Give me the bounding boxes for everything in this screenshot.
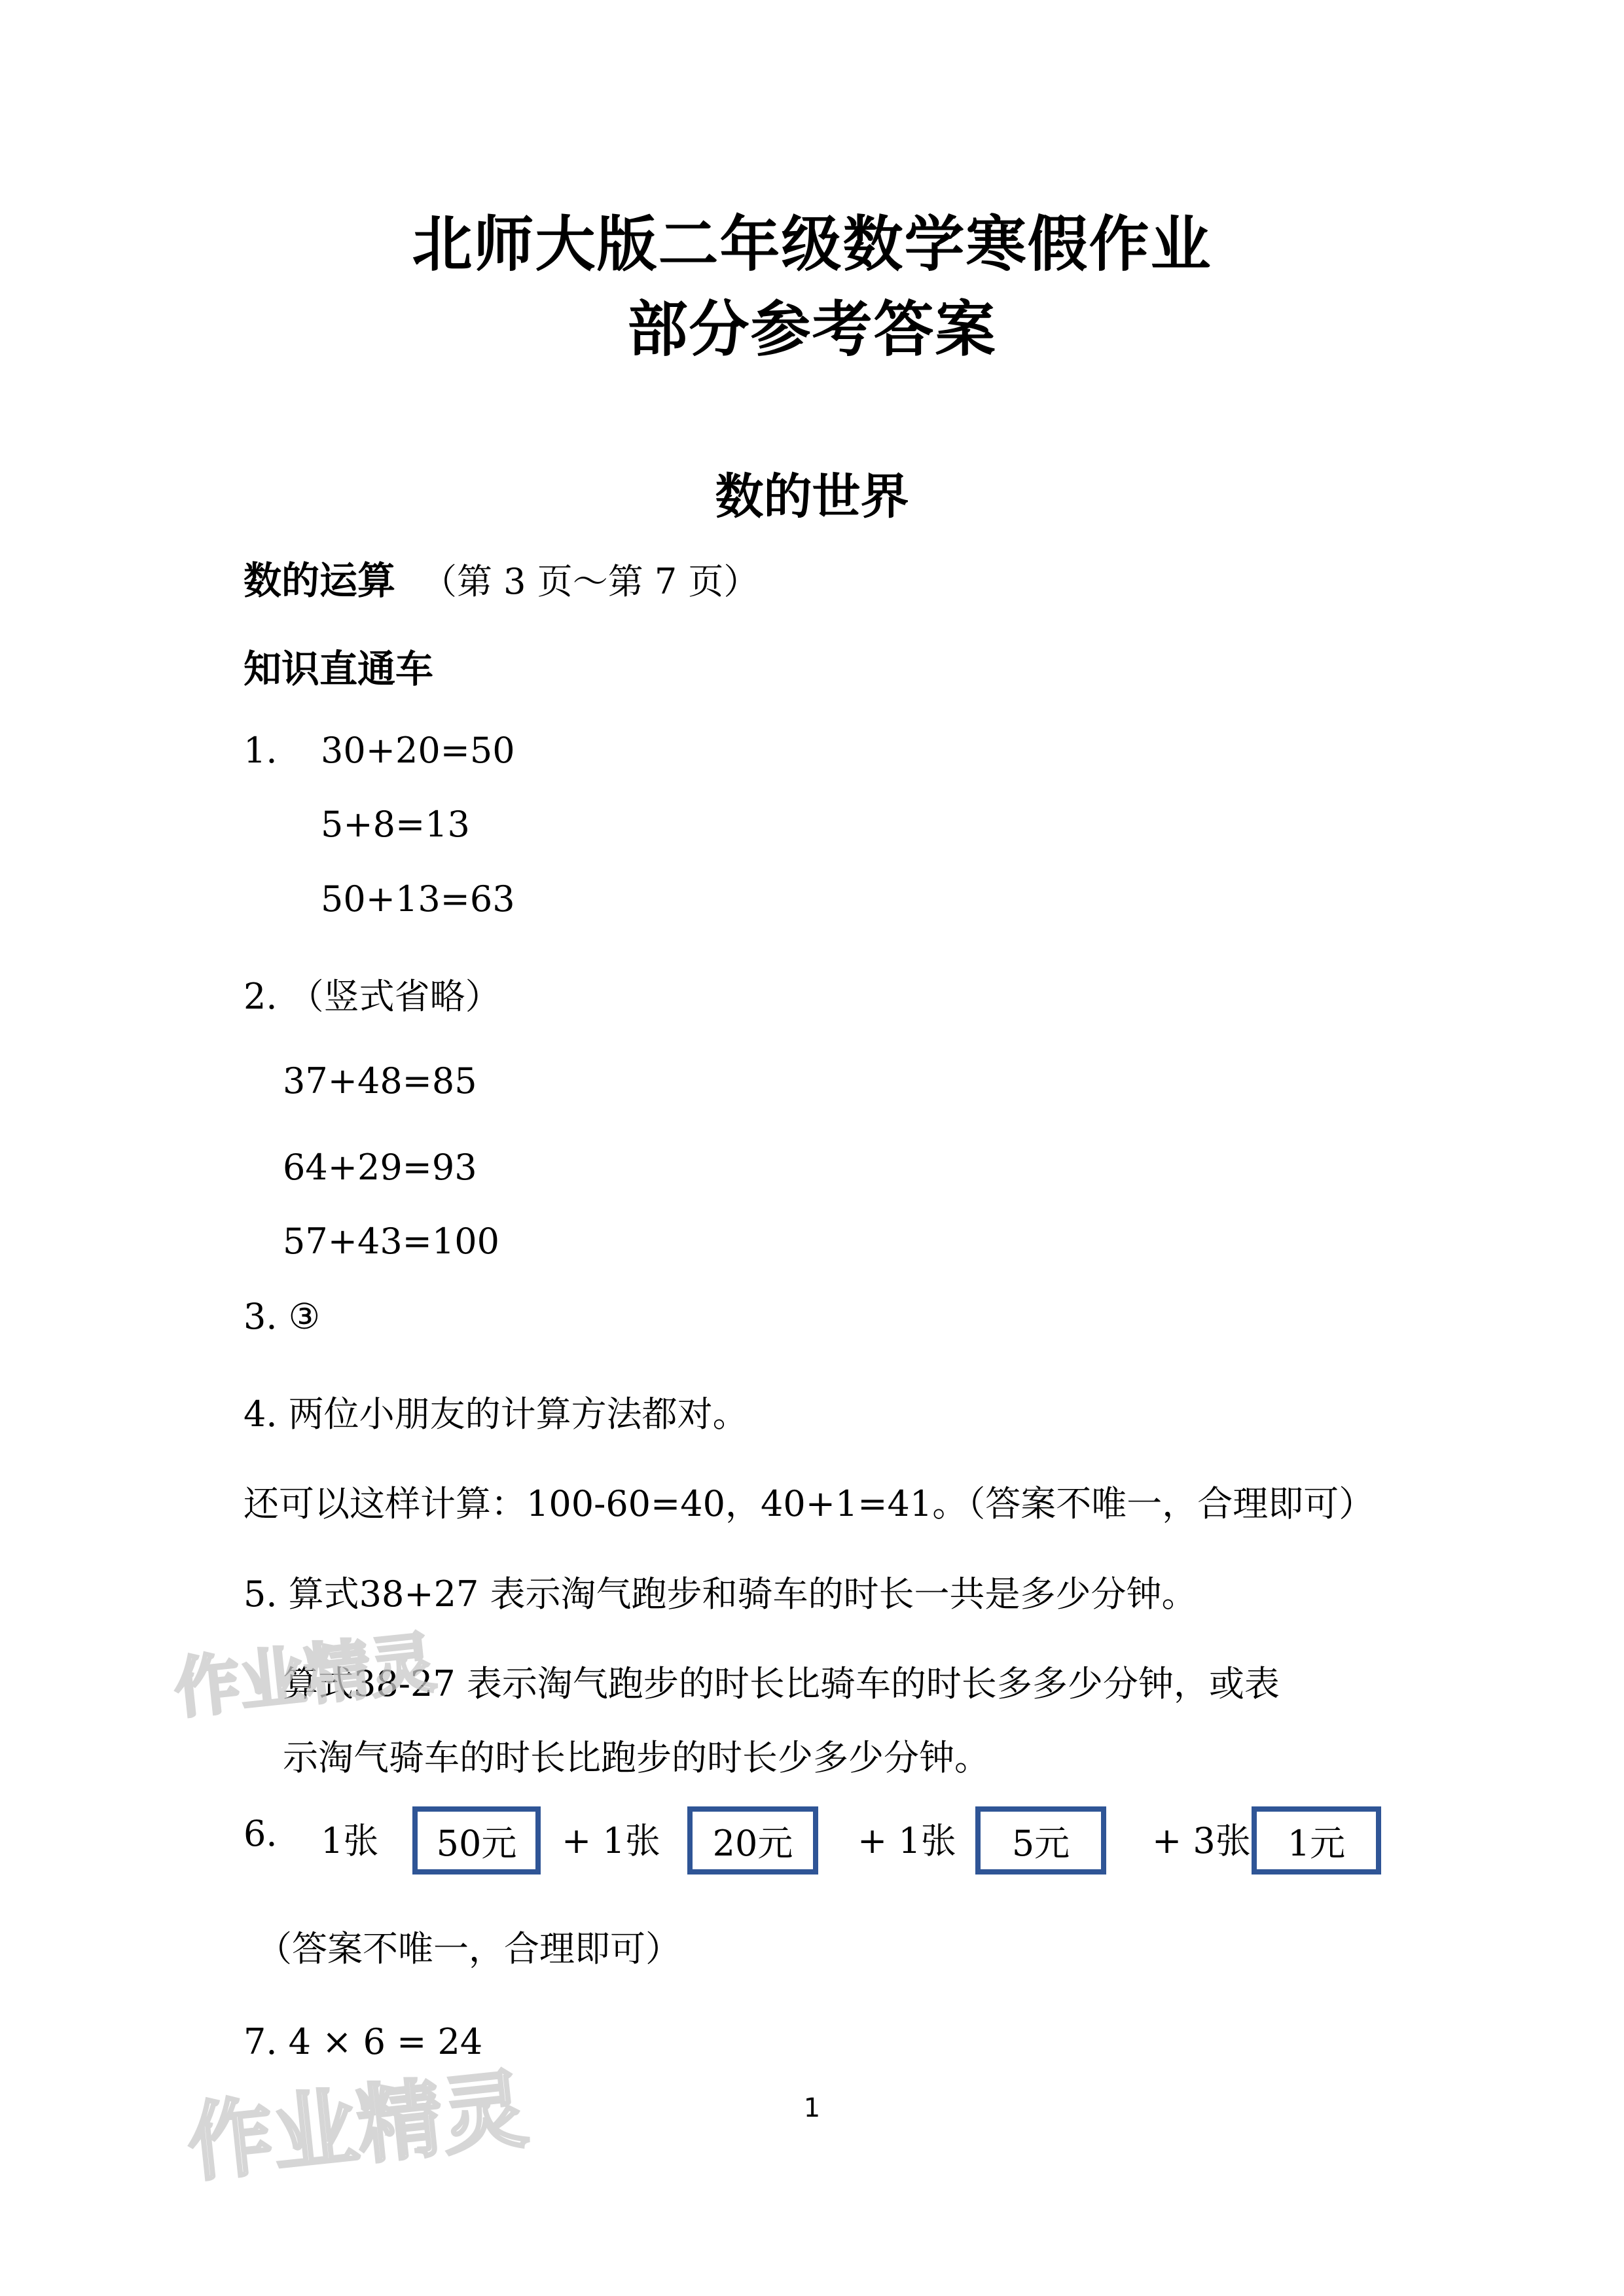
q4-extra: 还可以这样计算：100-60=40，40+1=41。（答案不唯一，合理即可） (244, 1483, 1375, 1524)
topic-label: 数的运算 (244, 558, 396, 603)
q1-number: 1. (244, 730, 278, 771)
q2-header: 2. （竖式省略） (244, 976, 501, 1017)
document-title-line1: 北师大版二年级数学寒假作业 (412, 209, 1212, 279)
watermark-lower: 作业精灵 (183, 2059, 532, 2194)
topic-heading (244, 550, 759, 605)
q4-answer: 4. 两位小朋友的计算方法都对。 (244, 1393, 748, 1435)
topic-pages: （第 3 页～第 7 页） (422, 561, 759, 602)
q7-answer: 7. 4 × 6 = 24 (244, 2021, 483, 2062)
document-title-line2: 部分参考答案 (627, 295, 997, 365)
q5-line-2: 算式38-27 表示淘气跑步的时长比骑车的时长多多少分钟，或表 (283, 1663, 1280, 1704)
q6-part-1: 1张 (321, 1820, 379, 1861)
money-box-50: 50元 (412, 1806, 541, 1874)
q5-line-1: 5. 算式38+27 表示淘气跑步和骑车的时长一共是多少分钟。 (244, 1573, 1197, 1615)
q2-line-2: 64+29=93 (283, 1147, 477, 1188)
q1-line-1: 30+20=50 (321, 730, 515, 771)
section-title: 数的世界 (715, 469, 909, 525)
q2-line-1: 37+48=85 (283, 1060, 477, 1102)
page-number: 1 (803, 2093, 821, 2123)
money-box-20: 20元 (687, 1806, 818, 1874)
money-box-1: 1元 (1252, 1806, 1381, 1874)
q6-note: （答案不唯一，合理即可） (257, 1928, 681, 1969)
money-box-5: 5元 (975, 1806, 1106, 1874)
q6-part-4: + 3张 (1152, 1820, 1251, 1861)
q1-line-2: 5+8=13 (321, 804, 470, 845)
q1-line-3: 50+13=63 (321, 878, 515, 920)
q5-line-3: 示淘气骑车的时长比跑步的时长少多少分钟。 (283, 1737, 990, 1778)
q6-part-2: + 1张 (562, 1820, 660, 1861)
watermark-upper: 作业精灵 (170, 1624, 439, 1728)
q6-number: 6. (244, 1813, 278, 1854)
q2-line-3: 57+43=100 (283, 1221, 499, 1262)
q6-part-3: + 1张 (857, 1820, 956, 1861)
subtopic-heading: 知识直通车 (244, 647, 434, 691)
q3-answer: 3. ③ (244, 1296, 321, 1337)
